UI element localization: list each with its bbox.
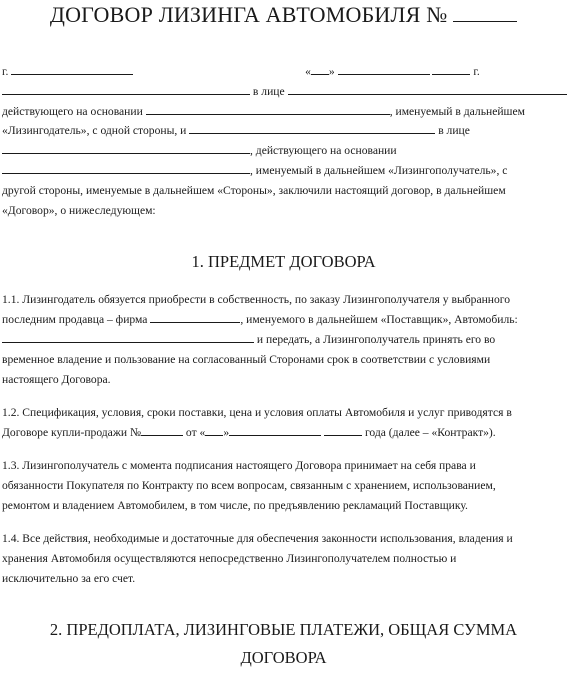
purchase-year-blank — [324, 425, 362, 436]
lessee-name-blank — [189, 123, 435, 134]
clause-1-1-line-5: настоящего Договора. — [2, 373, 111, 386]
purchase-day-blank — [205, 425, 223, 436]
intro-line-parties: другой стороны, именуемые в дальнейшем «Стороны», заключили настоящий договор, в дальнейшем — [2, 184, 506, 197]
lessor-representative-blank — [288, 84, 567, 95]
clause-1-4-line-2: хранения Автомобиля осуществляются непосредственно Лизингополучателем полностью и — [2, 552, 457, 565]
clause-1-1-line-3: и передать, а Лизингополучатель принять его во — [2, 332, 562, 347]
vehicle-blank — [2, 332, 254, 343]
month-blank — [338, 64, 430, 75]
lessee-basis-blank — [2, 163, 250, 174]
clause-1-4-line-3: исключительно за его счет. — [2, 572, 136, 585]
day-blank — [311, 64, 329, 75]
contract-number-blank — [453, 3, 517, 22]
section-2-title-line-2: ДОГОВОРА — [240, 648, 327, 667]
clause-1-2-line-1: 1.2. Спецификация, условия, сроки поставки, цена и условия оплаты Автомобиля и услуг приводятся в — [2, 406, 512, 419]
clause-1-4-line-1: 1.4. Все действия, необходимые и достаточные для обеспечения законности использования, владения и — [2, 532, 513, 545]
clause-1-2-line-2: Договоре купли-продажи № от « » года (далее – «Контракт»). — [2, 426, 496, 439]
section-2-title-line-1: 2. ПРЕДОПЛАТА, ЛИЗИНГОВЫЕ ПЛАТЕЖИ, ОБЩАЯ СУММА — [49, 620, 518, 639]
intro-line-basis-1: действующего на основании , именуемый в дальнейшем — [2, 105, 525, 118]
purchase-month-blank — [229, 425, 321, 436]
city-blank — [11, 64, 133, 75]
intro-line-lessee: «Лизингодатель», с одной стороны, и в лице — [2, 124, 470, 137]
lessee-representative-blank — [2, 143, 250, 154]
intro-line-basis-2: , действующего на основании — [2, 143, 562, 158]
purchase-contract-number-blank — [141, 425, 183, 436]
lessor-name-blank — [2, 84, 250, 95]
clause-1-3-line-2: обязанности Покупателя по Контракту по всем вопросам, связанным с хранением, использованием, — [2, 479, 496, 492]
clause-1-3-line-1: 1.3. Лизингополучатель с момента подписания настоящего Договора принимает на себя права и — [2, 459, 476, 472]
clause-1-1-line-4: временное владение и пользование на согласованный Сторонами срок в соответствии с условиями — [2, 353, 491, 366]
section-1-title: 1. ПРЕДМЕТ ДОГОВОРА — [191, 252, 376, 271]
clause-1-1-line-2: последним продавца – фирма , именуемого в дальнейшем «Поставщик», Автомобиль: — [2, 313, 518, 326]
clause-1-1-line-1: 1.1. Лизингодатель обязуется приобрести в собственность, по заказу Лизингополучателя у выбранного — [2, 293, 511, 306]
intro-line-lessor: в лице — [2, 84, 562, 99]
intro-line-city-date: г. « » г. — [2, 65, 480, 78]
intro-line-contract: «Договор», о нижеследующем: — [2, 204, 156, 217]
lessor-basis-blank — [146, 104, 390, 115]
seller-firm-blank — [150, 312, 240, 323]
year-blank — [432, 64, 470, 75]
clause-1-3-line-3: ремонтом и владением Автомобилем, в том числе, по предъявлению рекламаций Поставщику. — [2, 499, 468, 512]
document-title: ДОГОВОР ЛИЗИНГА АВТОМОБИЛЯ № — [0, 2, 567, 28]
intro-line-hereinafter: , именуемый в дальнейшем «Лизингополучатель», с — [2, 163, 562, 178]
